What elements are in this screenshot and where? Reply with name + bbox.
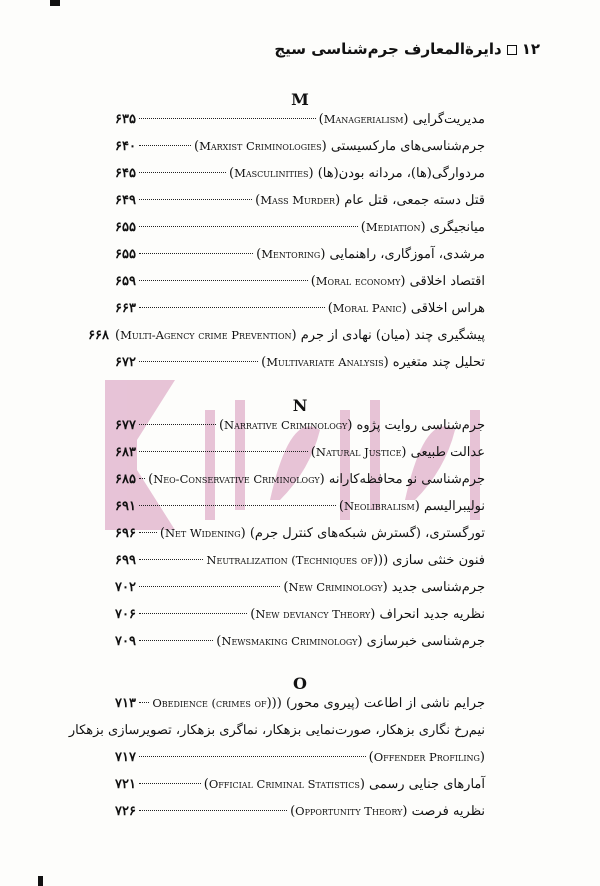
toc-entry: اقتصاد اخلاقی (Moral economy) ۶۵۹ [115, 274, 485, 289]
section-letter-m: M [291, 90, 309, 109]
toc-entry: قتل دسته جمعی، قتل عام (Mass Murder) ۶۴۹ [115, 193, 485, 208]
toc-entry: مرشدی، آموزگاری، راهنمایی (Mentoring) ۶۵۵ [115, 247, 485, 262]
toc-entry: نظریه جدید انحراف (New deviancy Theory) ۷۰۶ [115, 607, 485, 622]
toc-entry: جرم‌شناسی خبرسازی (Newsmaking Criminology) ۷۰۹ [115, 634, 485, 649]
toc-entry: عدالت طبیعی (Natural Justice) ۶۸۳ [115, 445, 485, 460]
toc-entry: جرم‌شناسی نو محافظه‌کارانه (Neo-Conservative Criminology) ۶۸۵ [115, 472, 485, 487]
toc-entry: مردوارگی(ها)، مردانه بودن(ها) (Masculinities) ۶۴۵ [115, 166, 485, 181]
scan-mark-bottom [38, 876, 43, 886]
toc-entry: هراس اخلاقی (Moral Panic) ۶۶۳ [115, 301, 485, 316]
toc-entry-wrapped-line: نیم‌رخ نگاری بزهکار، صورت‌نمایی بزهکار، نماگری بزهکار، تصویرسازی بزهکار [68, 723, 485, 738]
toc-entry: جرم‌شناسی‌های مارکسیستی (Marxist Criminologies) ۶۴۰ [115, 139, 485, 154]
toc-entry: مدیریت‌گرایی (Managerialism) ۶۳۵ [115, 112, 485, 127]
page-header [60, 40, 540, 58]
toc-entry: جرایم ناشی از اطاعت (پیروی محور) ((Obedience (crimes of) ۷۱۳ [115, 696, 485, 711]
toc-entry: آمارهای جنایی رسمی (Official Criminal Statistics) ۷۲۱ [115, 777, 485, 792]
square-bullet-icon [507, 45, 517, 55]
section-letter-n: N [292, 396, 308, 415]
toc-entry: فنون خنثی سازی ((Neutralization (Techniques of) ۶۹۹ [115, 553, 485, 568]
section-n-entries [115, 412, 485, 655]
toc-entry: (Offender Profiling) ۷۱۷ [115, 750, 485, 765]
page-number: ۱۲ [521, 40, 540, 58]
section-m-entries [88, 106, 485, 376]
section-o-entries [68, 690, 485, 825]
toc-entry: میانجیگری (Mediation) ۶۵۵ [115, 220, 485, 235]
toc-entry: جرم‌شناسی جدید (New Criminology) ۷۰۲ [115, 580, 485, 595]
toc-entry: تورگستری، (گسترش شبکه‌های کنترل جرم) (Net Widening) ۶۹۶ [115, 526, 485, 541]
toc-entry: نولیبرالیسم (Neolibralism) ۶۹۱ [115, 499, 485, 514]
section-letter-o: O [293, 674, 307, 693]
toc-entry: جرم‌شناسی روایت پژوه (Narrative Criminology) ۶۷۷ [115, 418, 485, 433]
toc-entry: پیشگیری چند (میان) نهادی از جرم (Multi-Agency crime Prevention) ۶۶۸ [88, 328, 485, 343]
toc-entry: تحلیل چند متغیره (Multivariate Analysis) ۶۷۲ [115, 355, 485, 370]
toc-entry: نظریه فرصت (Opportunity Theory) ۷۲۶ [115, 804, 485, 819]
book-title: دایرةالمعارف جرم‌شناسی سیج [274, 40, 502, 58]
scan-mark-top [50, 0, 60, 6]
